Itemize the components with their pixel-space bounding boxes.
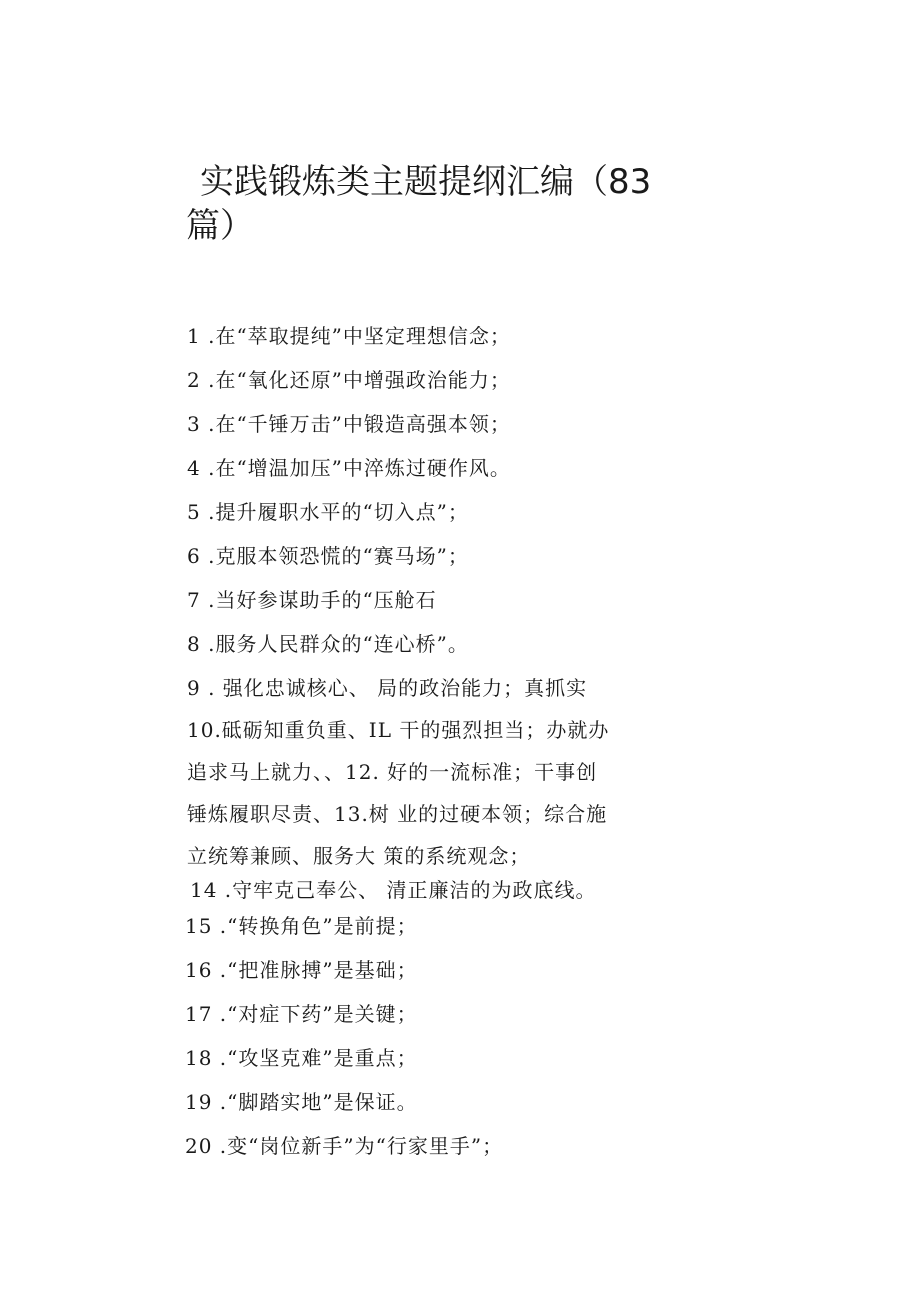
item-number: 4 bbox=[187, 456, 201, 480]
item-number: 19 bbox=[185, 1090, 213, 1114]
list-item bbox=[187, 366, 511, 394]
item-number: 17 bbox=[185, 1002, 213, 1026]
list-item bbox=[187, 586, 437, 614]
list-item bbox=[187, 410, 511, 438]
item-text: 10.砥砺知重负重、IL 干的强烈担当；办就办 bbox=[187, 718, 610, 742]
list-item bbox=[185, 956, 418, 984]
item-text: .“转换角色”是前提； bbox=[212, 914, 418, 938]
item-number: 18 bbox=[185, 1046, 213, 1070]
list-item bbox=[185, 1088, 418, 1116]
item-text: 锤炼履职尽责、13.树 业的过硬本领；综合施 bbox=[187, 802, 608, 826]
item-text: .“对症下药”是关键； bbox=[212, 1002, 418, 1026]
item-text: .“脚踏实地”是保证。 bbox=[212, 1090, 418, 1114]
list-item bbox=[185, 1132, 503, 1160]
item-text: .“把准脉搏”是基础； bbox=[212, 958, 418, 982]
title-line-1: 实践锻炼类主题提纲汇编（83 bbox=[200, 162, 652, 202]
item-number: 5 bbox=[187, 500, 201, 524]
document-title bbox=[186, 160, 656, 248]
list-item bbox=[185, 1000, 418, 1028]
item-text: 立统筹兼顾、服务大 策的系统观念； bbox=[187, 844, 531, 868]
item-number: 1 bbox=[187, 324, 201, 348]
list-item bbox=[185, 1044, 418, 1072]
list-item bbox=[187, 842, 530, 870]
list-item bbox=[187, 498, 469, 526]
item-number: 9 bbox=[187, 676, 201, 700]
list-item bbox=[187, 542, 469, 570]
item-text: 追求马上就力、、12. 好的一流标准；干事创 bbox=[187, 760, 598, 784]
item-text: .服务人民群众的“连心桥”。 bbox=[200, 632, 469, 656]
item-number: 2 bbox=[187, 368, 201, 392]
item-text: . 强化忠诚核心、 局的政治能力；真抓实 bbox=[200, 676, 588, 700]
item-text: .在“增温加压”中淬炼过硬作风。 bbox=[200, 456, 511, 480]
item-number: 6 bbox=[187, 544, 201, 568]
list-item bbox=[187, 454, 511, 482]
list-item bbox=[187, 322, 511, 350]
list-item bbox=[187, 800, 607, 828]
item-number: 14 bbox=[190, 878, 218, 902]
item-number: 15 bbox=[185, 914, 213, 938]
item-text: .在“千锤万击”中锻造高强本领； bbox=[200, 412, 511, 436]
list-item bbox=[187, 716, 609, 744]
item-text: .提升履职水平的“切入点”； bbox=[200, 500, 469, 524]
item-text: .“攻坚克难”是重点； bbox=[212, 1046, 418, 1070]
item-number: 3 bbox=[187, 412, 201, 436]
list-item bbox=[187, 758, 597, 786]
item-number: 20 bbox=[185, 1134, 213, 1158]
list-item bbox=[187, 674, 587, 702]
item-text: .在“萃取提纯”中坚定理想信念； bbox=[200, 324, 511, 348]
item-number: 8 bbox=[187, 632, 201, 656]
list-item bbox=[190, 876, 597, 904]
item-number: 16 bbox=[185, 958, 213, 982]
item-number: 7 bbox=[187, 588, 201, 612]
item-text: .在“氧化还原”中增强政治能力； bbox=[200, 368, 511, 392]
title-line-2: 篇） bbox=[186, 206, 254, 246]
item-text: .当好参谋助手的“压舱石 bbox=[200, 588, 437, 612]
item-text: .克服本领恐慌的“赛马场”； bbox=[200, 544, 469, 568]
item-text: .变“岗位新手”为“行家里手”； bbox=[212, 1134, 504, 1158]
item-text: .守牢克己奉公、 清正廉洁的为政底线。 bbox=[217, 878, 597, 902]
list-item bbox=[187, 630, 469, 658]
list-item bbox=[185, 912, 418, 940]
